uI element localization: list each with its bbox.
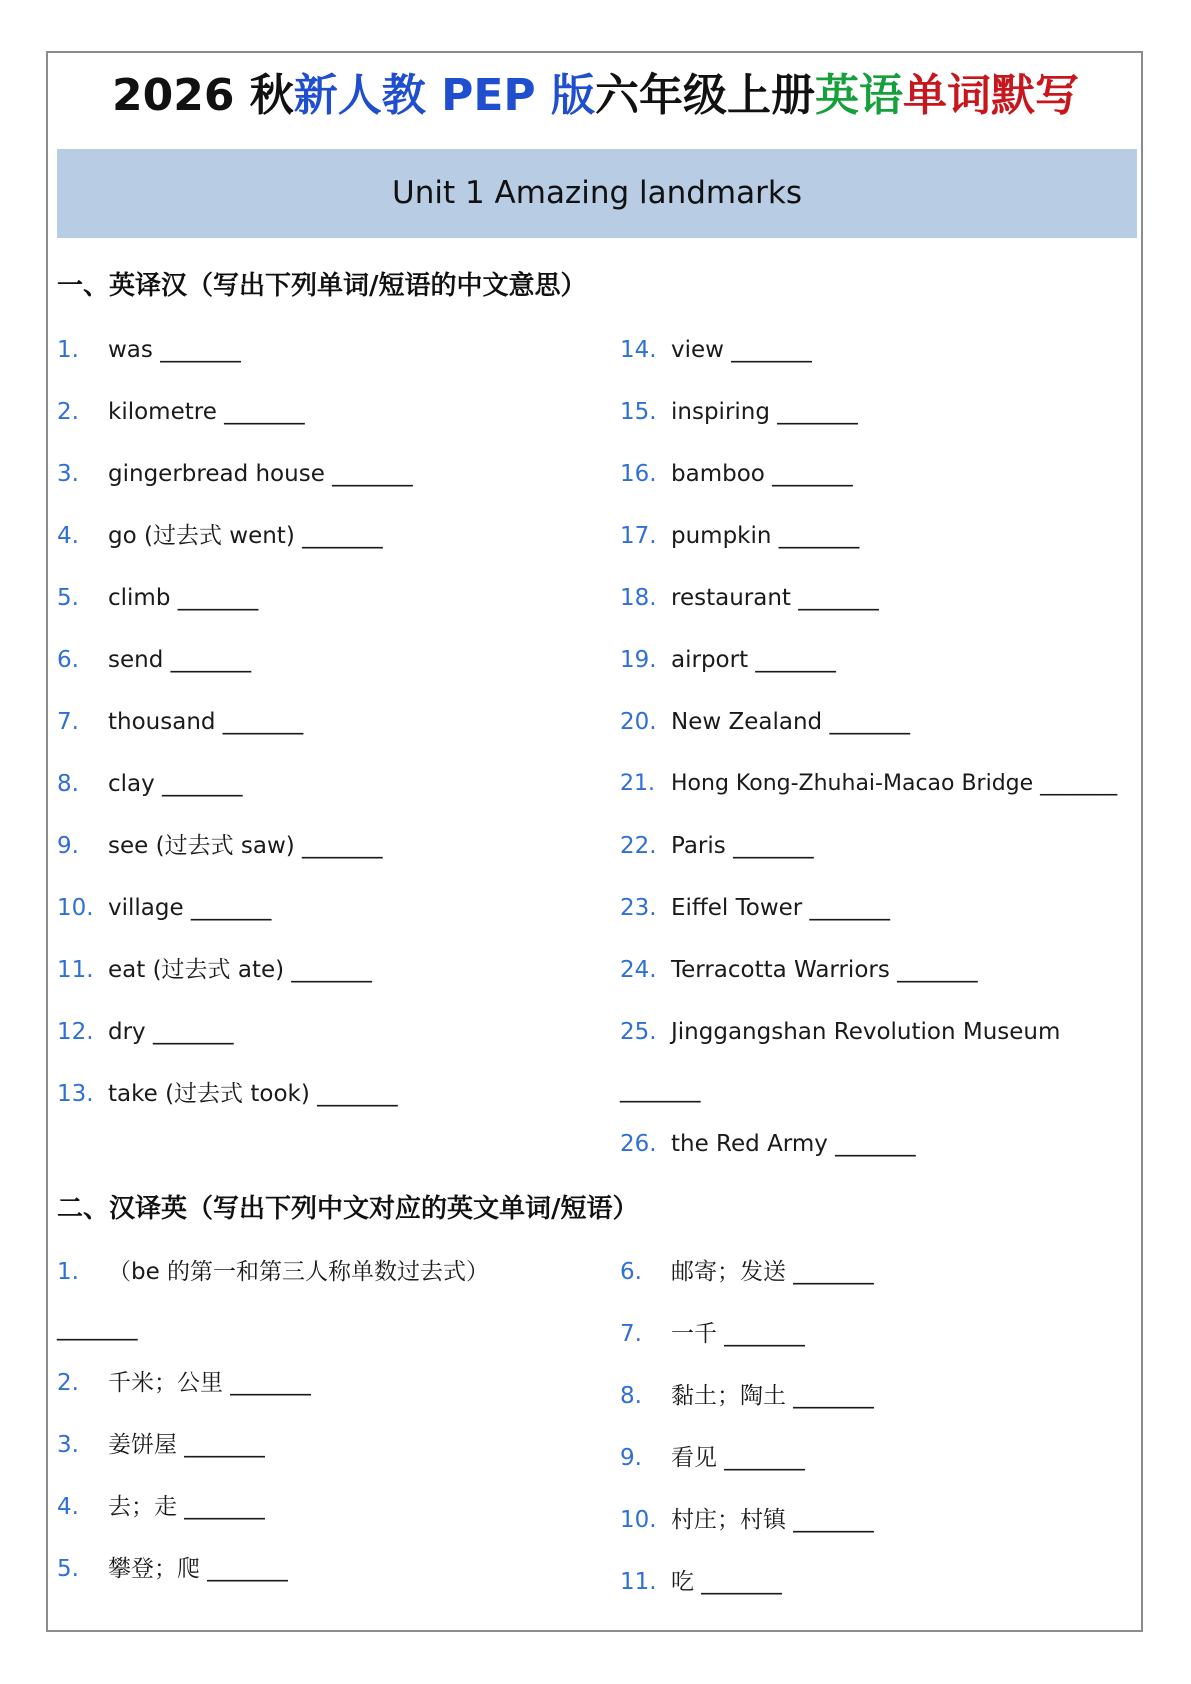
item-text: （be 的第一和第三人称单数过去式） xyxy=(108,1259,490,1285)
item-text: view _______ xyxy=(671,337,812,363)
item-text: 吃 _______ xyxy=(671,1569,782,1595)
item-number: 1. xyxy=(57,337,79,363)
item-text: 去；走 _______ xyxy=(108,1494,265,1520)
item-text: Eiffel Tower _______ xyxy=(671,895,891,921)
item-number: 12. xyxy=(57,1019,94,1045)
section2-heading: 二、汉译英（写出下列中文对应的英文单词/短语） xyxy=(57,1194,639,1224)
item-text: 村庄；村镇 _______ xyxy=(671,1507,874,1533)
item-text: Terracotta Warriors _______ xyxy=(671,957,978,983)
item-number: 10. xyxy=(620,1507,657,1533)
item-text: New Zealand _______ xyxy=(671,709,910,735)
item-number: 3. xyxy=(57,461,79,487)
item-number: 20. xyxy=(620,709,657,735)
unit-banner: Unit 1 Amazing landmarks xyxy=(57,149,1137,238)
item-number: 25. xyxy=(620,1019,657,1045)
item-number: 6. xyxy=(620,1259,642,1285)
item-text: 黏土；陶土 _______ xyxy=(671,1383,874,1409)
item-text: send _______ xyxy=(108,647,252,673)
page-title xyxy=(0,66,1191,126)
item-number: 6. xyxy=(57,647,79,673)
item-number: 9. xyxy=(57,833,79,859)
item-number: 5. xyxy=(57,1556,79,1582)
item-number: 10. xyxy=(57,895,94,921)
item-text: 千米；公里 _______ xyxy=(108,1370,311,1396)
item-number: 15. xyxy=(620,399,657,425)
item-text: eat (过去式 ate) _______ xyxy=(108,957,372,983)
item-number: 4. xyxy=(57,1494,79,1520)
title-subject: 英语 xyxy=(814,70,903,121)
title-grade: 六年级上册 xyxy=(594,70,815,121)
title-type: 单词默写 xyxy=(902,70,1079,121)
item-number: 19. xyxy=(620,647,657,673)
item-text: go (过去式 went) _______ xyxy=(108,523,383,549)
item-number: 13. xyxy=(57,1081,94,1107)
item-text: dry _______ xyxy=(108,1019,234,1045)
item-number: 18. xyxy=(620,585,657,611)
item-number: 4. xyxy=(57,523,79,549)
item-number: 11. xyxy=(57,957,94,983)
item-number: 8. xyxy=(620,1383,642,1409)
item-number: 11. xyxy=(620,1569,657,1595)
item-text: Hong Kong-Zhuhai-Macao Bridge _______ xyxy=(671,771,1118,796)
item-number: 2. xyxy=(57,1370,79,1396)
item-text: 一千 _______ xyxy=(671,1321,805,1347)
item-text: Jinggangshan Revolution Museum xyxy=(671,1019,1061,1045)
item-number: 24. xyxy=(620,957,657,983)
item-number: 21. xyxy=(620,771,655,796)
item-number: 3. xyxy=(57,1432,79,1458)
answer-blank: _______ xyxy=(57,1315,138,1341)
item-number: 5. xyxy=(57,585,79,611)
item-text: thousand _______ xyxy=(108,709,304,735)
item-text: take (过去式 took) _______ xyxy=(108,1081,398,1107)
item-number: 16. xyxy=(620,461,657,487)
item-text: was _______ xyxy=(108,337,241,363)
item-text: airport _______ xyxy=(671,647,836,673)
item-text: climb _______ xyxy=(108,585,259,611)
item-number: 22. xyxy=(620,833,657,859)
item-text: restaurant _______ xyxy=(671,585,879,611)
item-text: 邮寄；发送 _______ xyxy=(671,1259,874,1285)
item-text: the Red Army _______ xyxy=(671,1131,916,1157)
item-number: 8. xyxy=(57,771,79,797)
item-number: 2. xyxy=(57,399,79,425)
item-text: bamboo _______ xyxy=(671,461,853,487)
item-number: 23. xyxy=(620,895,657,921)
item-text: kilometre _______ xyxy=(108,399,305,425)
item-number: 26. xyxy=(620,1131,657,1157)
item-text: gingerbread house _______ xyxy=(108,461,413,487)
item-number: 17. xyxy=(620,523,657,549)
item-text: Paris _______ xyxy=(671,833,814,859)
item-text: see (过去式 saw) _______ xyxy=(108,833,383,859)
item-number: 14. xyxy=(620,337,657,363)
item-text: village _______ xyxy=(108,895,272,921)
item-number: 9. xyxy=(620,1445,642,1471)
item-number: 7. xyxy=(57,709,79,735)
title-year: 2026 秋 xyxy=(112,70,294,121)
item-text: pumpkin _______ xyxy=(671,523,860,549)
item-number: 7. xyxy=(620,1321,642,1347)
item-text: clay _______ xyxy=(108,771,243,797)
item-text: 姜饼屋 _______ xyxy=(108,1432,265,1458)
section1-heading: 一、英译汉（写出下列单词/短语的中文意思） xyxy=(57,271,587,301)
answer-blank: _______ xyxy=(620,1077,701,1103)
item-text: 攀登；爬 _______ xyxy=(108,1556,288,1582)
item-text: inspiring _______ xyxy=(671,399,858,425)
item-number: 1. xyxy=(57,1259,79,1285)
title-edition: 新人教 PEP 版 xyxy=(293,70,595,121)
item-text: 看见 _______ xyxy=(671,1445,805,1471)
